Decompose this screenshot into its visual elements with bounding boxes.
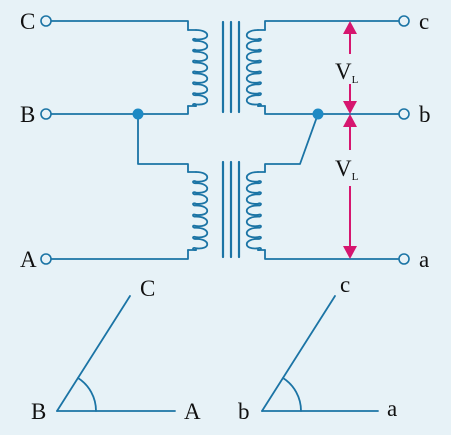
arrowhead-up-icon [343, 21, 357, 34]
label-phasor-A: A [184, 399, 201, 424]
terminal-a [399, 254, 409, 264]
label-terminal-A: A [20, 247, 37, 272]
secondary-coil-lower [247, 172, 261, 250]
angle-arc-secondary [283, 378, 301, 411]
phasor-secondary-bc [262, 296, 335, 411]
wire-primary-b [51, 106, 188, 114]
label-terminal-c: c [419, 9, 430, 34]
vl-label-lower: VL [335, 156, 359, 183]
secondary-coil-upper [247, 30, 261, 106]
line-voltage-arrow-lower [335, 114, 359, 259]
primary-coil-lower [193, 172, 207, 250]
wire-primary-a [51, 250, 188, 259]
line-voltage-arrow-upper [335, 21, 359, 114]
arrowhead-up-icon [343, 114, 357, 127]
terminal-A [41, 254, 51, 264]
phasor-primary-bc [57, 296, 130, 411]
arrowhead-down-icon [343, 101, 357, 114]
arrowhead-down-icon [343, 246, 357, 259]
label-phasor-b: b [238, 399, 250, 424]
label-terminal-B: B [20, 102, 36, 127]
label-phasor-a: a [387, 396, 398, 421]
wire-primary-bridge [138, 114, 188, 172]
junction-secondary-b [313, 109, 323, 119]
terminal-B [41, 109, 51, 119]
terminal-b [399, 109, 409, 119]
label-phasor-c: c [340, 272, 351, 297]
label-terminal-a: a [419, 247, 430, 272]
wire-primary-c [51, 21, 188, 30]
label-phasor-C: C [140, 276, 156, 301]
vl-label-upper: VL [335, 59, 359, 86]
wire-secondary-a [265, 250, 398, 259]
label-terminal-C: C [20, 9, 36, 34]
wire-secondary-c [265, 21, 398, 30]
angle-arc-primary [78, 378, 96, 411]
wire-secondary-bridge [265, 114, 318, 172]
primary-coil-upper [193, 30, 207, 106]
phasor-diagram-primary [31, 276, 201, 424]
terminal-C [41, 16, 51, 26]
terminal-c [399, 16, 409, 26]
label-terminal-b: b [419, 102, 431, 127]
phasor-diagram-secondary [238, 272, 397, 424]
junction-primary-b [133, 109, 143, 119]
label-phasor-B: B [31, 399, 47, 424]
wire-secondary-b [265, 106, 398, 114]
